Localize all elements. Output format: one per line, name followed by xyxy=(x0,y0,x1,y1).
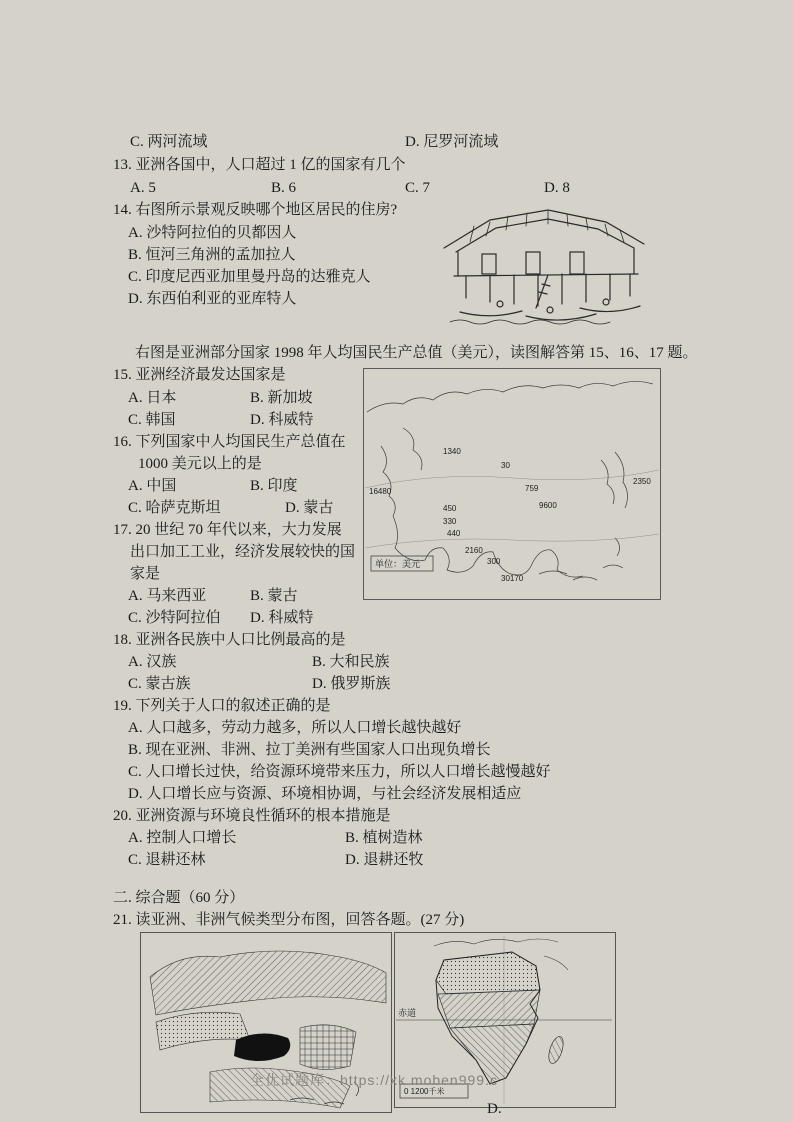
gnp-unit-label: 单位：美元 xyxy=(375,559,421,569)
africa-equator-label: 赤道 xyxy=(398,1008,417,1018)
q13-option-c: C. 7 xyxy=(405,180,431,196)
q14-stem: 14. 右图所示景观反映哪个地区居民的住房? xyxy=(113,202,398,218)
gnp-value: 440 xyxy=(447,529,461,538)
q16-option-a: A. 中国 xyxy=(128,478,177,494)
q15-option-d: D. 科威特 xyxy=(250,412,314,428)
q15-stem: 15. 亚洲经济最发达国家是 xyxy=(113,367,286,383)
q13-stem: 13. 亚洲各国中，人口超过 1 亿的国家有几个 xyxy=(113,157,406,173)
gnp-value: 2350 xyxy=(633,477,651,486)
q17-option-b: B. 蒙古 xyxy=(250,588,298,604)
q15-option-b: B. 新加坡 xyxy=(250,390,313,406)
gnp-value: 450 xyxy=(443,504,457,513)
q18-option-d: D. 俄罗斯族 xyxy=(312,676,391,692)
q17-stem-line1: 17. 20 世纪 70 年代以来，大力发展 xyxy=(113,522,342,538)
q20-option-b: B. 植树造林 xyxy=(345,830,423,846)
q18-option-a: A. 汉族 xyxy=(128,654,177,670)
gnp-value: 330 xyxy=(443,517,457,526)
q12-option-c: C. 两河流域 xyxy=(130,134,208,150)
q12-option-d: D. 尼罗河流域 xyxy=(405,134,499,150)
q16-stem-line2: 1000 美元以上的是 xyxy=(138,456,262,472)
q17-stem-line2: 出口加工工业，经济发展较快的国 xyxy=(130,544,356,560)
q17-option-d: D. 科威特 xyxy=(250,610,314,626)
gnp-value: 759 xyxy=(525,484,539,493)
q16-option-d: D. 蒙古 xyxy=(285,500,334,516)
gnp-value: 1340 xyxy=(443,447,461,456)
q20-option-d: D. 退耕还牧 xyxy=(345,852,424,868)
gnp-value: 30170 xyxy=(501,574,524,583)
gnp-value: 16480 xyxy=(369,487,392,496)
q15-option-c: C. 韩国 xyxy=(128,412,176,428)
gnp-value: 30 xyxy=(501,461,510,470)
q18-option-b: B. 大和民族 xyxy=(312,654,390,670)
q14-option-a: A. 沙特阿拉伯的贝都因人 xyxy=(128,225,297,241)
q21-stem: 21. 读亚洲、非洲气候类型分布图，回答各题。(27 分) xyxy=(113,912,465,928)
q14-stilt-house-figure xyxy=(430,196,658,332)
q20-option-a: A. 控制人口增长 xyxy=(128,830,237,846)
q19-option-d: D. 人口增长应与资源、环境相协调，与社会经济发展相适应 xyxy=(128,786,522,802)
q14-option-c: C. 印度尼西亚加里曼丹岛的达雅克人 xyxy=(128,269,371,285)
q14-option-b: B. 恒河三角洲的孟加拉人 xyxy=(128,247,296,263)
q13-option-b: B. 6 xyxy=(271,180,297,196)
africa-scale-label: 0 1200千米 xyxy=(404,1087,445,1096)
gnp-value: 2160 xyxy=(465,546,483,555)
section2-title: 二. 综合题（60 分） xyxy=(113,890,245,906)
q17-stem-line3: 家是 xyxy=(130,566,161,582)
watermark: 全优试题库：https://xk.moben999.c xyxy=(250,1072,498,1088)
q19-stem: 19. 下列关于人口的叙述正确的是 xyxy=(113,698,331,714)
q19-option-b: B. 现在亚洲、非洲、拉丁美洲有些国家人口出现负增长 xyxy=(128,742,491,758)
q16-option-c: C. 哈萨克斯坦 xyxy=(128,500,221,516)
q16-stem-line1: 16. 下列国家中人均国民生产总值在 xyxy=(113,434,346,450)
gnp-value: 9600 xyxy=(539,501,557,510)
asia-gnp-map-figure xyxy=(363,368,661,600)
q19-option-a: A. 人口越多，劳动力越多，所以人口增长越快越好 xyxy=(128,720,462,736)
q16-option-b: B. 印度 xyxy=(250,478,298,494)
q17-option-a: A. 马来西亚 xyxy=(128,588,207,604)
gnp-value: 300 xyxy=(487,557,501,566)
q13-option-a: A. 5 xyxy=(130,180,156,196)
q17-option-c: C. 沙特阿拉伯 xyxy=(128,610,221,626)
gnp-map-intro: 右图是亚洲部分国家 1998 年人均国民生产总值（美元），读图解答第 15、16、17 题。 xyxy=(135,345,698,361)
q15-option-a: A. 日本 xyxy=(128,390,177,406)
q20-option-c: C. 退耕还林 xyxy=(128,852,206,868)
q20-stem: 20. 亚洲资源与环境良性循环的根本措施是 xyxy=(113,808,391,824)
bottom-stray-label: D. xyxy=(487,1101,502,1117)
q19-option-c: C. 人口增长过快，给资源环境带来压力，所以人口增长越慢越好 xyxy=(128,764,551,780)
q18-option-c: C. 蒙古族 xyxy=(128,676,191,692)
q14-option-d: D. 东西伯利亚的亚库特人 xyxy=(128,291,297,307)
q13-option-d: D. 8 xyxy=(544,180,570,196)
q18-stem: 18. 亚洲各民族中人口比例最高的是 xyxy=(113,632,346,648)
